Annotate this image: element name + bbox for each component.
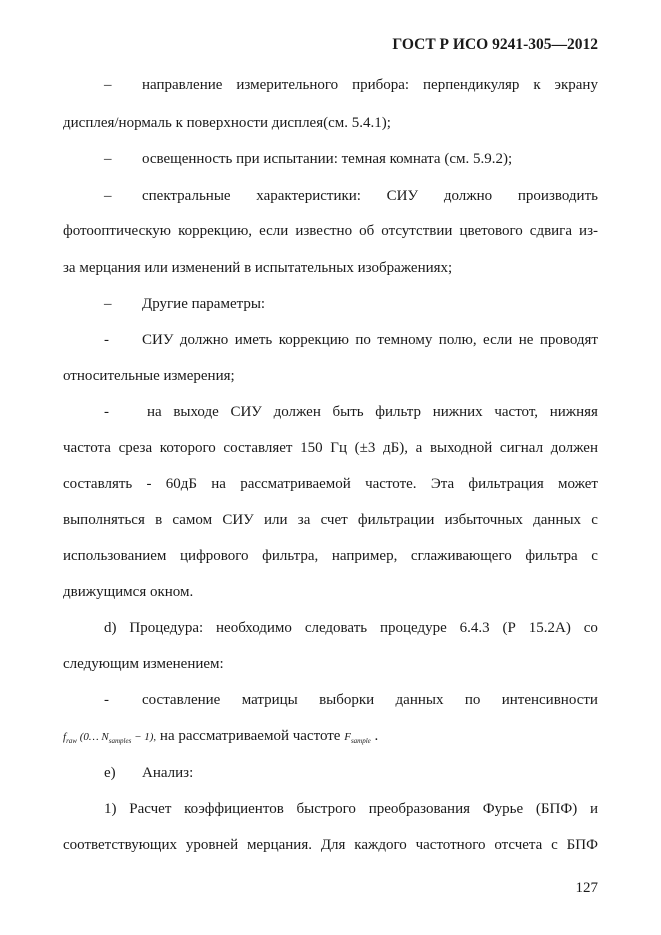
list-item-text: на выходе СИУ должен быть фильтр нижних частот, нижняя <box>147 404 598 420</box>
section-label: Анализ: <box>142 765 194 781</box>
list-item-text: освещенность при испытании: темная комната (см. 5.9.2); <box>142 151 513 167</box>
formula-F-sample: $F_{sample}$ <box>344 731 371 746</box>
procedure-heading: d) Процедура: необходимо следовать процедуре 6.4.3 (Р 15.2А) со <box>104 620 598 636</box>
list-item-text: частота среза которого составляет 150 Гц (±3 дБ), а выходной сигнал должен <box>63 440 598 456</box>
list-item-text: СИУ должно иметь коррекцию по темному полю, если не проводят <box>142 332 598 348</box>
formula-end: . <box>370 728 379 744</box>
list-marker: – <box>104 151 112 167</box>
list-marker: – <box>104 296 112 312</box>
list-item-text: выполняться в самом СИУ или за счет фильтрации избыточных данных с <box>63 512 598 528</box>
list-item-text: использованием цифрового фильтра, например, сглаживающего фильтра с <box>63 548 598 564</box>
formula-f-raw: $f_{raw}$ (0… $N_{samples} - 1$), <box>63 731 157 746</box>
list-item-text: составлять - 60дБ на рассматриваемой частоте. Эта фильтрация может <box>63 476 598 492</box>
list-item-text: дисплея/нормаль к поверхности дисплея(см. 5.4.1); <box>63 115 391 131</box>
list-item-text: движущимся окном. <box>63 584 194 600</box>
list-item-text: за мерцания или изменений в испытательных изображениях; <box>63 260 453 276</box>
paragraph-text: следующим изменением: <box>63 656 224 672</box>
page-number: 127 <box>575 880 598 896</box>
list-marker: - <box>104 404 109 420</box>
list-marker: – <box>104 77 112 93</box>
list-item-text: направление измерительного прибора: перпендикуляр к экрану <box>142 77 598 93</box>
list-item-text: фотооптическую коррекцию, если известно об отсутствии цветового сдвига из- <box>63 223 598 239</box>
paragraph-text: соответствующих уровней мерцания. Для каждого частотного отсчета с БПФ <box>63 837 598 853</box>
document-header: ГОСТ Р ИСО 9241-305—2012 <box>392 36 598 53</box>
formula-text: на рассматриваемой частоте <box>156 728 345 744</box>
list-marker: - <box>104 692 109 708</box>
list-marker: - <box>104 332 109 348</box>
list-item-text: относительные измерения; <box>63 368 235 384</box>
list-item-text: Другие параметры: <box>142 296 266 312</box>
formula-line <box>63 729 598 745</box>
paragraph-text: 1) Расчет коэффициентов быстрого преобразования Фурье (БПФ) и <box>104 801 598 817</box>
list-item-text: спектральные характеристики: СИУ должно производить <box>142 188 598 204</box>
list-marker: – <box>104 188 112 204</box>
list-marker: e) <box>104 765 116 781</box>
list-item-text: составление матрицы выборки данных по интенсивности <box>142 692 598 708</box>
